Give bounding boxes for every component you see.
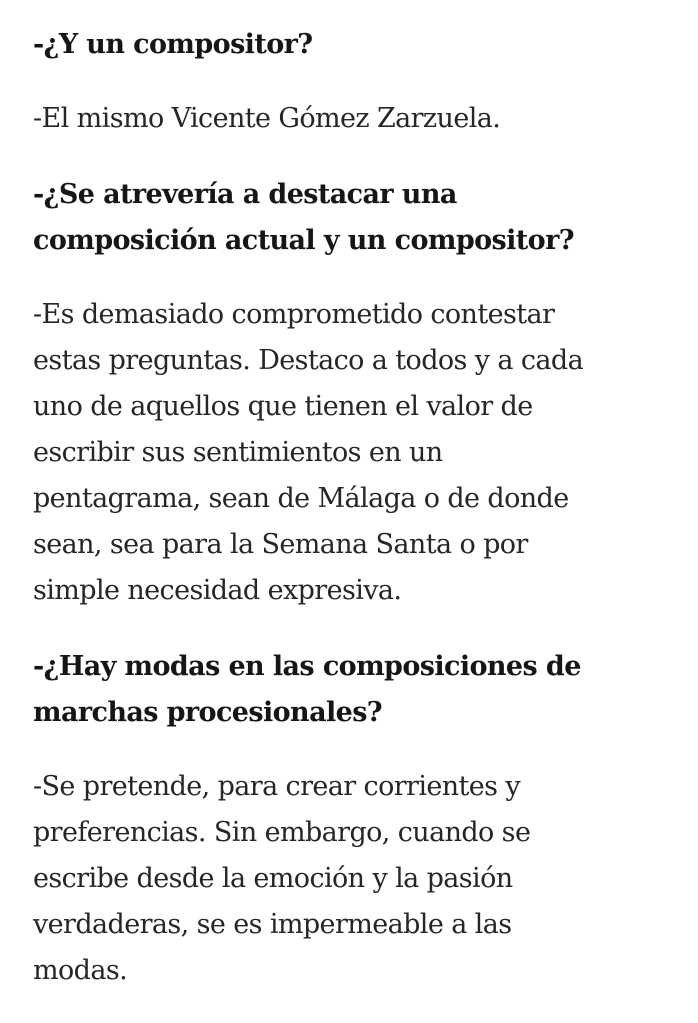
answer-3: -Se pretende, para crear corrientes y preferencias. Sin embargo, cuando se escribe desde la emoción y la pasión verdaderas, se es impermeable a las modas.	[33, 771, 531, 986]
question-3: -¿Hay modas en las composiciones de marchas procesionales?	[33, 651, 581, 728]
answer-1: -El mismo Vicente Gómez Zarzuela.	[33, 103, 501, 134]
question-1: -¿Y un compositor?	[33, 29, 313, 60]
question-2: -¿Se atrevería a destacar una composición actual y un compositor?	[33, 179, 574, 256]
answer-2: -Es demasiado comprometido contestar estas preguntas. Destaco a todos y a cada uno de aquellos que tienen el valor de escribir sus sentimientos en un pentagrama, sean de Málaga o de donde sean, sea para la Semana Santa o por simple necesidad expresiva.	[33, 299, 584, 606]
interview-article	[33, 22, 653, 994]
